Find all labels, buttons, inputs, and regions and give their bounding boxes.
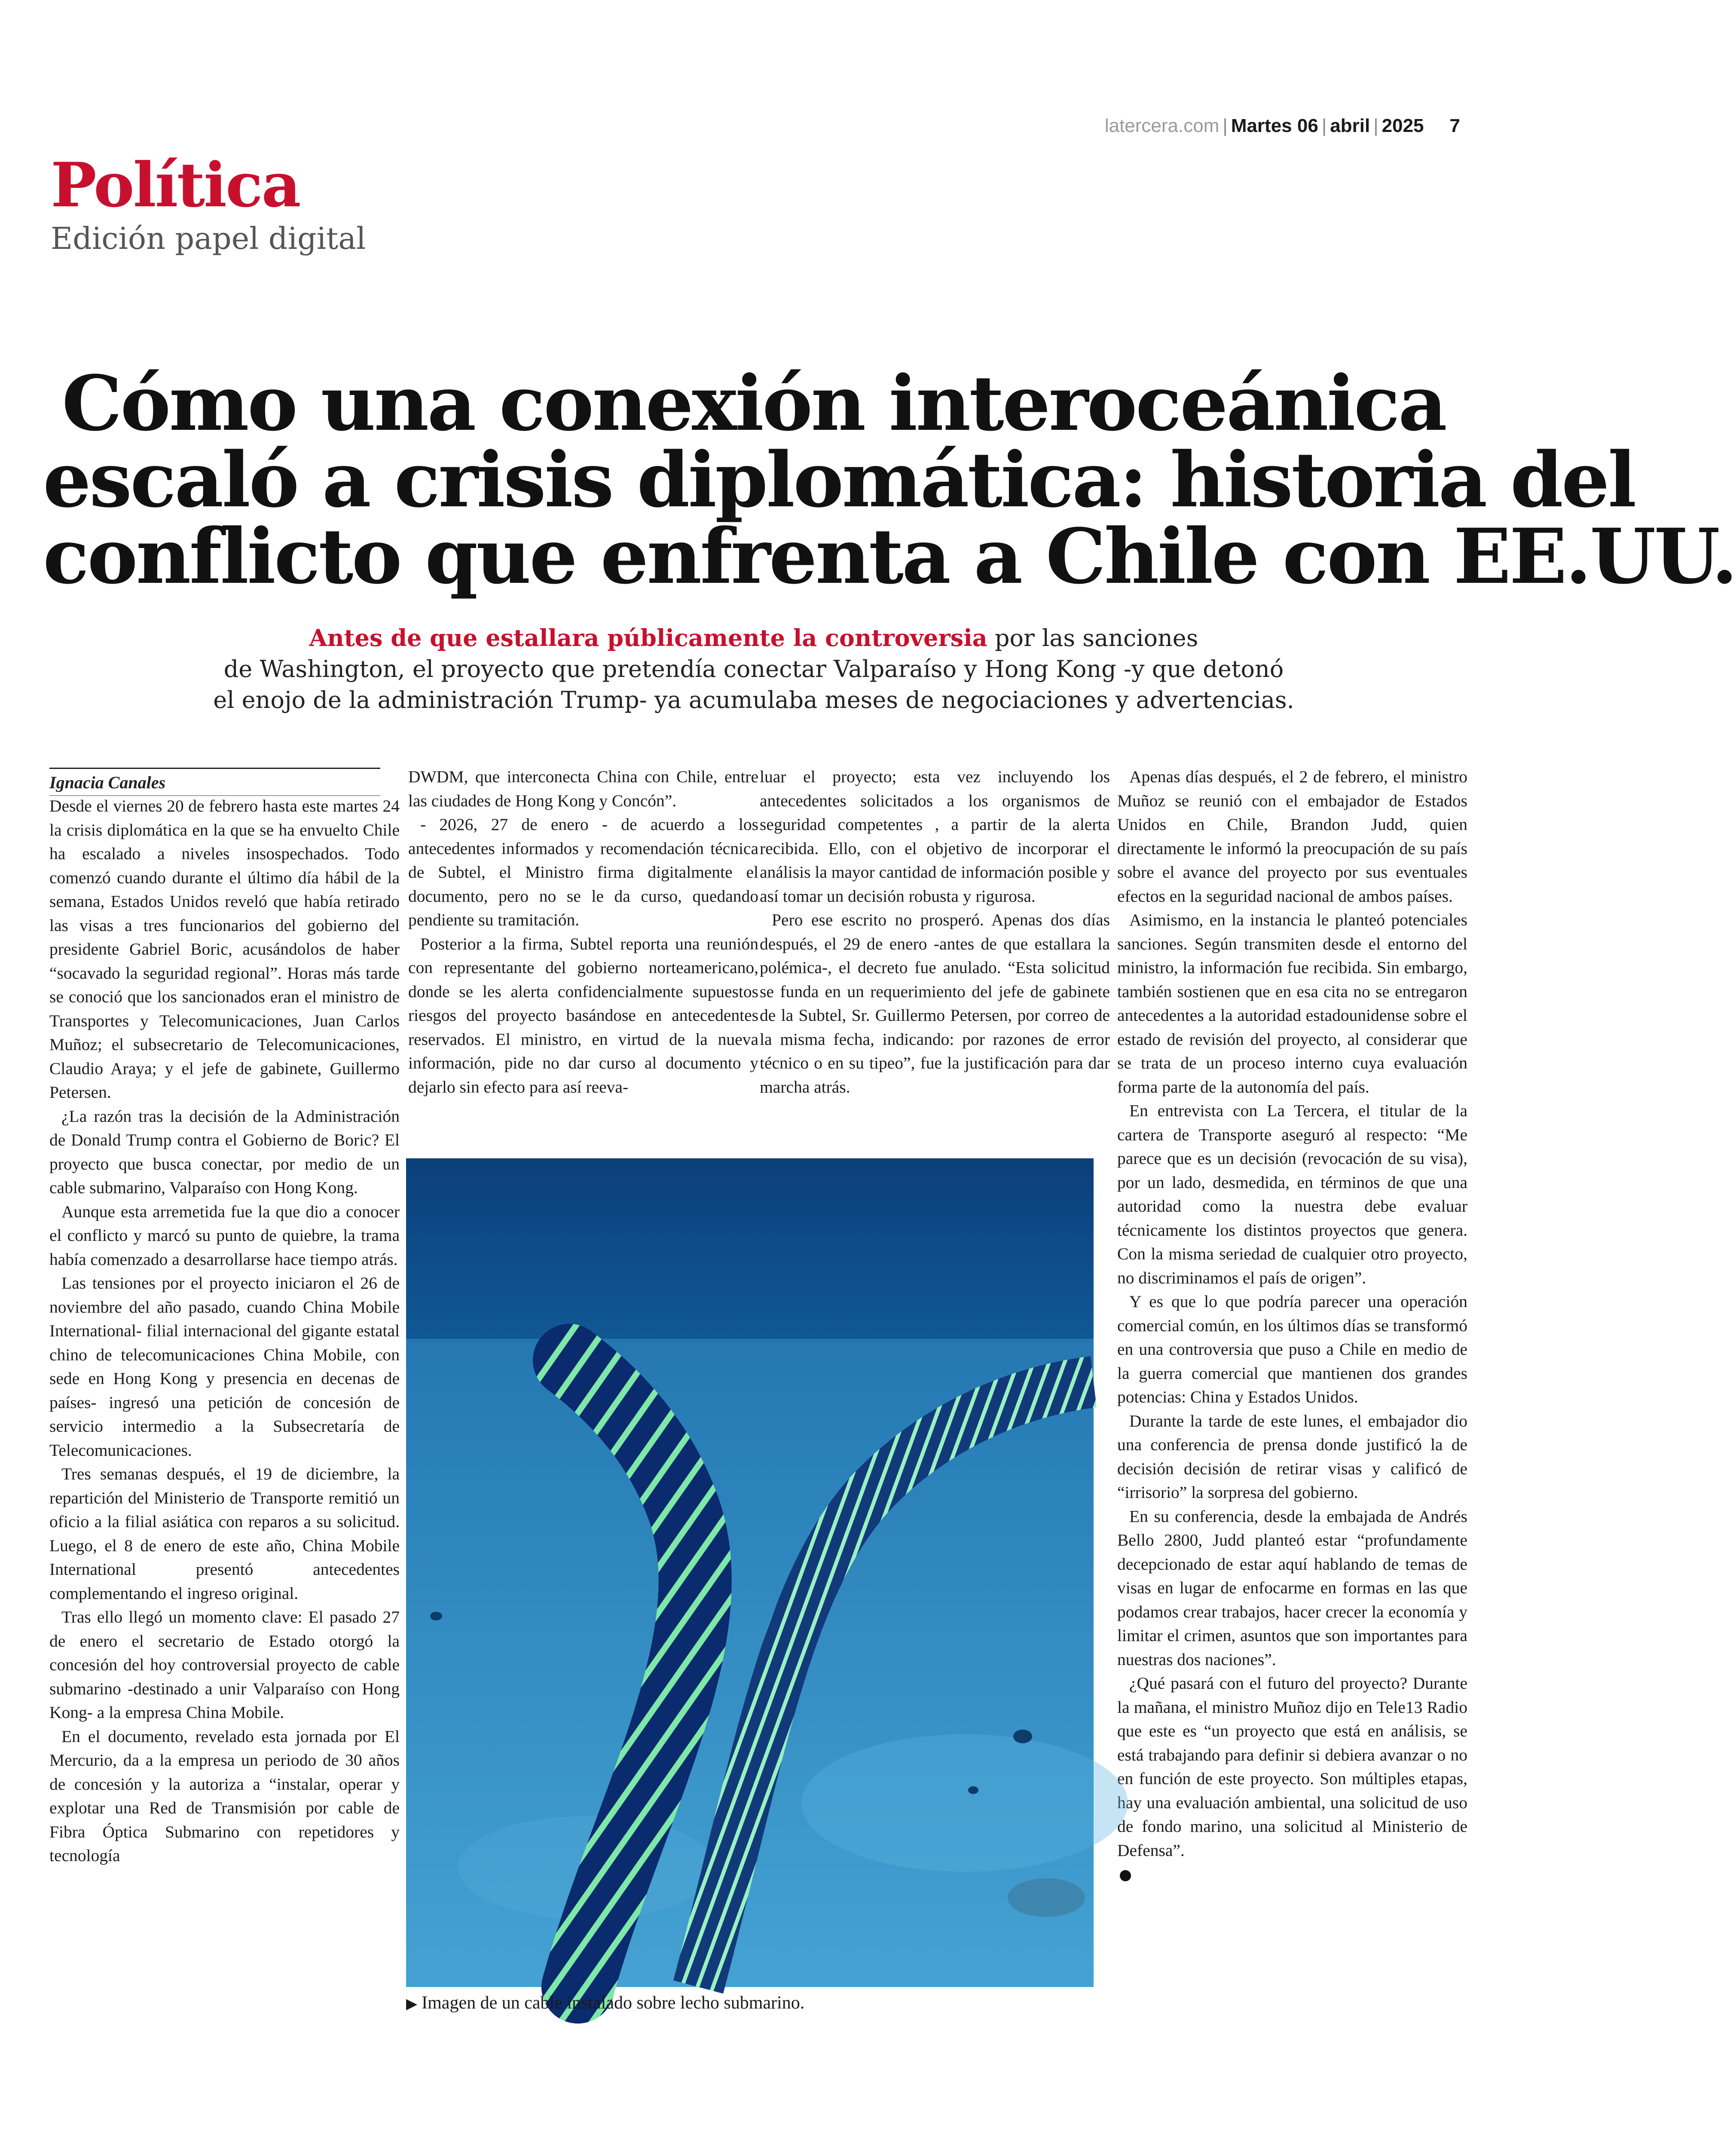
deck-highlight: Antes de que estallara públicamente la controversia [309,624,987,652]
byline: Ignacia Canales [49,768,380,796]
deck-text: el enojo de la administración Trump- ya acumulaba meses de negociaciones y advertencias. [213,686,1294,713]
paragraph: En el documento, revelado esta jornada por El Mercurio, da a la empresa un periodo de 30 años de concesión y la autoriza a “instalar, operar y explotar una Red de Transmisión por cable de Fibra Óptica Submarino con repetidores y tecnología [49,1727,400,1865]
headline-line: conflicto que enfrenta a Chile con EE.UU. [43,512,1736,601]
article-column-4 [1117,765,1467,1886]
paragraph: En entrevista con La Tercera, el titular de la cartera de Transporte aseguró al respecto: “Me parece que es un decisión (revocación de su visa), por un lado, desmedida, en términos de que una autoridad como la nuestra debe evaluar técnicamente los distintos proyectos que genera. Con la misma seriedad de cualquier otro proyecto, no discriminamos el país de origen”. [1117,1101,1467,1287]
article-column-2 [408,765,758,1099]
headline-line: escaló a crisis diplomática: historia del [43,435,1635,524]
caption-text: Imagen de un cable instalado sobre lecho submarino. [422,1993,805,2013]
paragraph: Asimismo, en la instancia le planteó potenciales sanciones. Según transmiten desde el entorno del ministro, la información fue recibida. Sin embargo, también sostienen que en esa cita no se entregaron antecedentes a la autoridad estadounidense sobre el estado de revisión del proyecto, al considerar que se trata de un proceso interno cuya evaluación forma parte de la autonomía del país. [1117,910,1467,1096]
paragraph: Aunque esta arremetida fue la que dio a conocer el conflicto y marcó su punto de quiebre, la trama había comenzado a desarrollarse hace tiempo atrás. [49,1202,400,1269]
issue-month: abril [1330,115,1370,136]
paragraph: Tras ello llegó un momento clave: El pasado 27 de enero el secretario de Estado otorgó la concesión del hoy controversial proyecto de cable submarino -destinado a unir Valparaíso con Hong Kong- a la empresa China Mobile. [49,1607,400,1722]
article-deck [64,622,1443,716]
site-name[interactable]: latercera.com [1104,115,1219,136]
paragraph: ¿Qué pasará con el futuro del proyecto? Durante la mañana, el ministro Muñoz dijo en Tele13 Radio que este es “un proyecto que está en análisis, se está trabajando para definir si debiera avanzar o no en función de este proyecto. Son múltiples etapas, hay una evaluación ambiental, una solicitud de uso de fondo marino, una solicitud al Ministerio de Defensa”. [1117,1674,1467,1860]
edition-label: Edición papel digital [51,221,366,256]
article-headline [43,359,1736,601]
paragraph: DWDM, que interconecta China con Chile, entre las ciudades de Hong Kong y Concón”. [408,767,758,810]
article-column-3 [760,765,1110,1099]
end-mark-icon [1120,1870,1131,1881]
photo-caption [406,1993,804,2013]
issue-year: 2025 [1381,115,1424,136]
paragraph: Posterior a la firma, Subtel reporta una reunión con representante del gobierno norteamericano, donde se les alerta confidencialmente supuestos riesgos del proyecto basándose en antecedentes reservados. El ministro, en virtud de la nueva información, pide no dar curso al documento y dejarlo sin efecto para así reeva- [408,934,758,1096]
article-column-1 [49,794,400,1868]
caption-arrow-icon: ▶ [406,1996,418,2012]
paragraph: Desde el viernes 20 de febrero hasta este martes 24 la crisis diplomática en la que se ha envuelto Chile ha escalado a niveles insospechados. Todo comenzó cuando durante el último día hábil de la semana, Estados Unidos reveló que había retirado las visas a tres funcionarios del gobierno del presidente Gabriel Boric, acusándolos de haber “socavado la seguridad regional”. Horas más tarde se conoció que los sancionados eran el ministro de Transportes y Telecomunicaciones, Juan Carlos Muñoz; el subsecretario de Telecomunicaciones, Claudio Araya; y el jefe de gabinete, Guillermo Petersen. [49,796,400,1102]
paragraph: luar el proyecto; esta vez incluyendo los antecedentes solicitados a los organismos de seguridad competentes , a partir de la alerta recibida. Ello, con el objetivo de incorporar el análisis la mayor cantidad de información posible y así tomar un decisión robusta y rigurosa. [760,767,1110,906]
paragraph: ¿La razón tras la decisión de la Administración de Donald Trump contra el Gobierno de Boric? El proyecto que busca conectar, por medio de un cable submarino, Valparaíso con Hong Kong. [49,1106,400,1197]
page-header-meta: latercera.com | Martes 06 | abril | 2025 7 [1104,115,1460,136]
headline-line: Cómo una conexión interoceánica [62,359,1446,448]
paragraph: - 2026, 27 de enero - de acuerdo a los antecedentes informados y recomendación técnica de Subtel, el Ministro firma digitalmente el documento, pero no se le da curso, quedando pendiente su tramitación. [408,815,758,929]
undersea-cable-photo [406,1158,1094,1987]
paragraph: Durante la tarde de este lunes, el embajador dio una conferencia de prensa donde justificó la de decisión decisión de retirar visas y calificó de “irrisorio” la sorpresa del gobierno. [1117,1411,1467,1502]
seabed-cable-illustration [406,1158,1094,1987]
section-title: Política [51,150,300,221]
paragraph: Tres semanas después, el 19 de diciembre, la repartición del Ministerio de Transporte remitió un oficio a la filial asiática con reparos a su solicitud. Luego, el 8 de enero de este año, China Mobile International presentó antecedentes complementando el ingreso original. [49,1464,400,1603]
deck-text: de Washington, el proyecto que pretendía conectar Valparaíso y Hong Kong -y que detonó [223,655,1284,683]
paragraph: En su conferencia, desde la embajada de Andrés Bello 2800, Judd planteó estar “profundamente decepcionado de estar aquí hablando de temas de visas en lugar de enfocarme en formas en las que podamos crear trabajos, hacer crecer la economía y limitar el crimen, asuntos que son importantes para nuestras dos naciones”. [1117,1506,1467,1669]
page-number: 7 [1449,115,1460,136]
issue-day: Martes 06 [1231,115,1318,136]
paragraph: Y es que lo que podría parecer una operación comercial común, en los últimos días se transformó en una controversia que puso a Chile en medio de la guerra comercial que mantienen dos grandes potencias: China y Estados Unidos. [1117,1292,1467,1406]
paragraph: Pero ese escrito no prosperó. Apenas dos días después, el 29 de enero -antes de que estallara la polémica-, el decreto fue anulado. “Esta solicitud se funda en un requerimiento del jefe de gabinete de la Subtel, Sr. Guillermo Petersen, por correo de la misma fecha, indicando: por razones de error técnico o en su tipeo”, fue la justificación para dar marcha atrás. [760,910,1110,1096]
deck-text: por las sanciones [987,625,1198,652]
paragraph: Las tensiones por el proyecto iniciaron el 26 de noviembre del año pasado, cuando China Mobile International- filial internacional del gigante estatal chino de telecomunicaciones China Mobile, con sede en Hong Kong y presencia en decenas de países- ingresó una petición de concesión de servicio intermedio a la Subsecretaría de Telecomunicaciones. [49,1274,400,1460]
paragraph: Apenas días después, el 2 de febrero, el ministro Muñoz se reunió con el embajador de Estados Unidos en Chile, Brandon Judd, quien directamente le informó la preocupación de su país sobre el avance del proyecto por sus eventuales efectos en la seguridad nacional de ambos países. [1117,767,1467,906]
